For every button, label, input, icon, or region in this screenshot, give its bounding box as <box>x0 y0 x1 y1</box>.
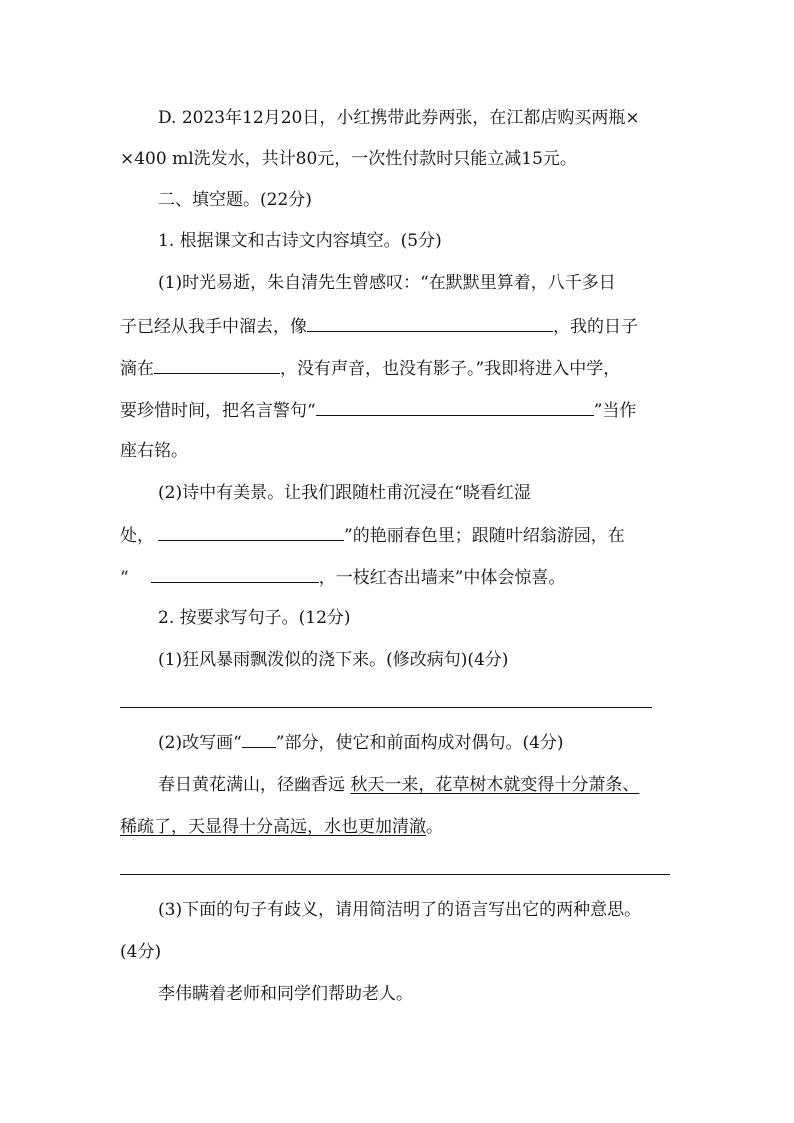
q2-sub3-prompt-line1: (3)下面的句子有歧义，请用简洁明了的语言写出它的两种意思。 <box>158 900 642 920</box>
q2-sub3-sentence: 李伟瞒着老师和同学们帮助老人。 <box>158 984 413 1004</box>
q1-part1-line2-text-b: ，我的日子 <box>553 317 638 337</box>
fill-blank-5[interactable] <box>151 564 319 583</box>
q2-sub2-sentence-a: 春日黄花满山，径幽香远 <box>158 775 345 795</box>
q1-part2-line3-text-b: ，一枝红杏出墙来”中体会惊喜。 <box>318 568 566 588</box>
q2-sub1-prompt: (1)狂风暴雨飘泼似的浇下来。(修改病句)(4分) <box>158 650 509 670</box>
q1-part1-line4-text-a: 要珍惜时间，把名言警句“ <box>120 401 316 421</box>
underline-sample <box>242 731 276 748</box>
q1-part1-line3-text-b: ，没有声音，也没有影子。”我即将进入中学， <box>280 359 621 379</box>
q1-part1-line5: 座右铭。 <box>120 441 188 461</box>
q2-sub2-text-a: (2)改写画“ <box>158 733 242 753</box>
q2-sub2-underlined-2: 稀疏了，天显得十分高远，水也更加清澈 <box>120 817 426 837</box>
option-d-line-1 <box>158 106 640 130</box>
q2-sub3-prompt-line2: (4分) <box>120 942 162 962</box>
q2-sub2-underlined-1: 秋天一来，花草树木就变得十分萧条、 <box>350 775 640 795</box>
option-d-text-1: D. 2023年12月20日，小红携带此券两张，在江都店购买两瓶× <box>158 108 640 128</box>
fill-blank-3[interactable] <box>316 397 594 416</box>
q2-sub1-answer-line[interactable] <box>120 707 652 708</box>
q1-part1-line4-text-b: ”当作 <box>593 401 637 421</box>
fill-blank-4[interactable] <box>158 522 344 541</box>
option-d-line-2 <box>120 147 577 171</box>
option-d-text-2: ×400 ml洗发水，共计80元，一次性付款时只能立减15元。 <box>120 149 577 169</box>
q1-part2-line1: (2)诗中有美景。让我们跟随杜甫沉浸在“晓看红湿 <box>158 483 531 503</box>
q2-sub2-sentence-end: 。 <box>426 817 443 837</box>
q2-sub2-answer-line[interactable] <box>120 874 670 875</box>
q1-part2-line2 <box>120 522 625 548</box>
q1-part1-line3 <box>120 355 620 381</box>
q1-part1-line2 <box>120 313 638 339</box>
question-2-stem: 2. 按要求写句子。(12分) <box>158 608 351 628</box>
q2-sub2-text-b: ”部分，使它和前面构成对偶句。(4分) <box>275 733 564 753</box>
fill-blank-1[interactable] <box>307 313 553 332</box>
section-2-heading: 二、填空题。(22分) <box>158 190 312 210</box>
q1-part1-line3-text-a: 滴在 <box>120 359 154 379</box>
q1-part1-line4 <box>120 397 636 423</box>
q2-sub2-prompt <box>158 731 564 755</box>
q1-part1-line1: (1)时光易逝，朱自清先生曾感叹：“在默默里算着，八千多日 <box>158 273 616 293</box>
q2-sub2-sentence-line1 <box>158 773 639 797</box>
q1-part2-line2-text-b: ”的艳丽春色里；跟随叶绍翁游园，在 <box>344 526 625 546</box>
question-1-stem: 1. 根据课文和古诗文内容填空。(5分) <box>158 231 442 251</box>
q1-part1-line2-text-a: 子已经从我手中溜去，像 <box>120 317 307 337</box>
q1-part2-line2-text-a: 处， <box>120 526 154 546</box>
fill-blank-2[interactable] <box>154 355 280 374</box>
q1-part2-line3 <box>120 564 565 590</box>
q2-sub2-sentence-line2 <box>120 815 443 839</box>
q1-part2-line3-text-a: “ <box>120 568 129 588</box>
